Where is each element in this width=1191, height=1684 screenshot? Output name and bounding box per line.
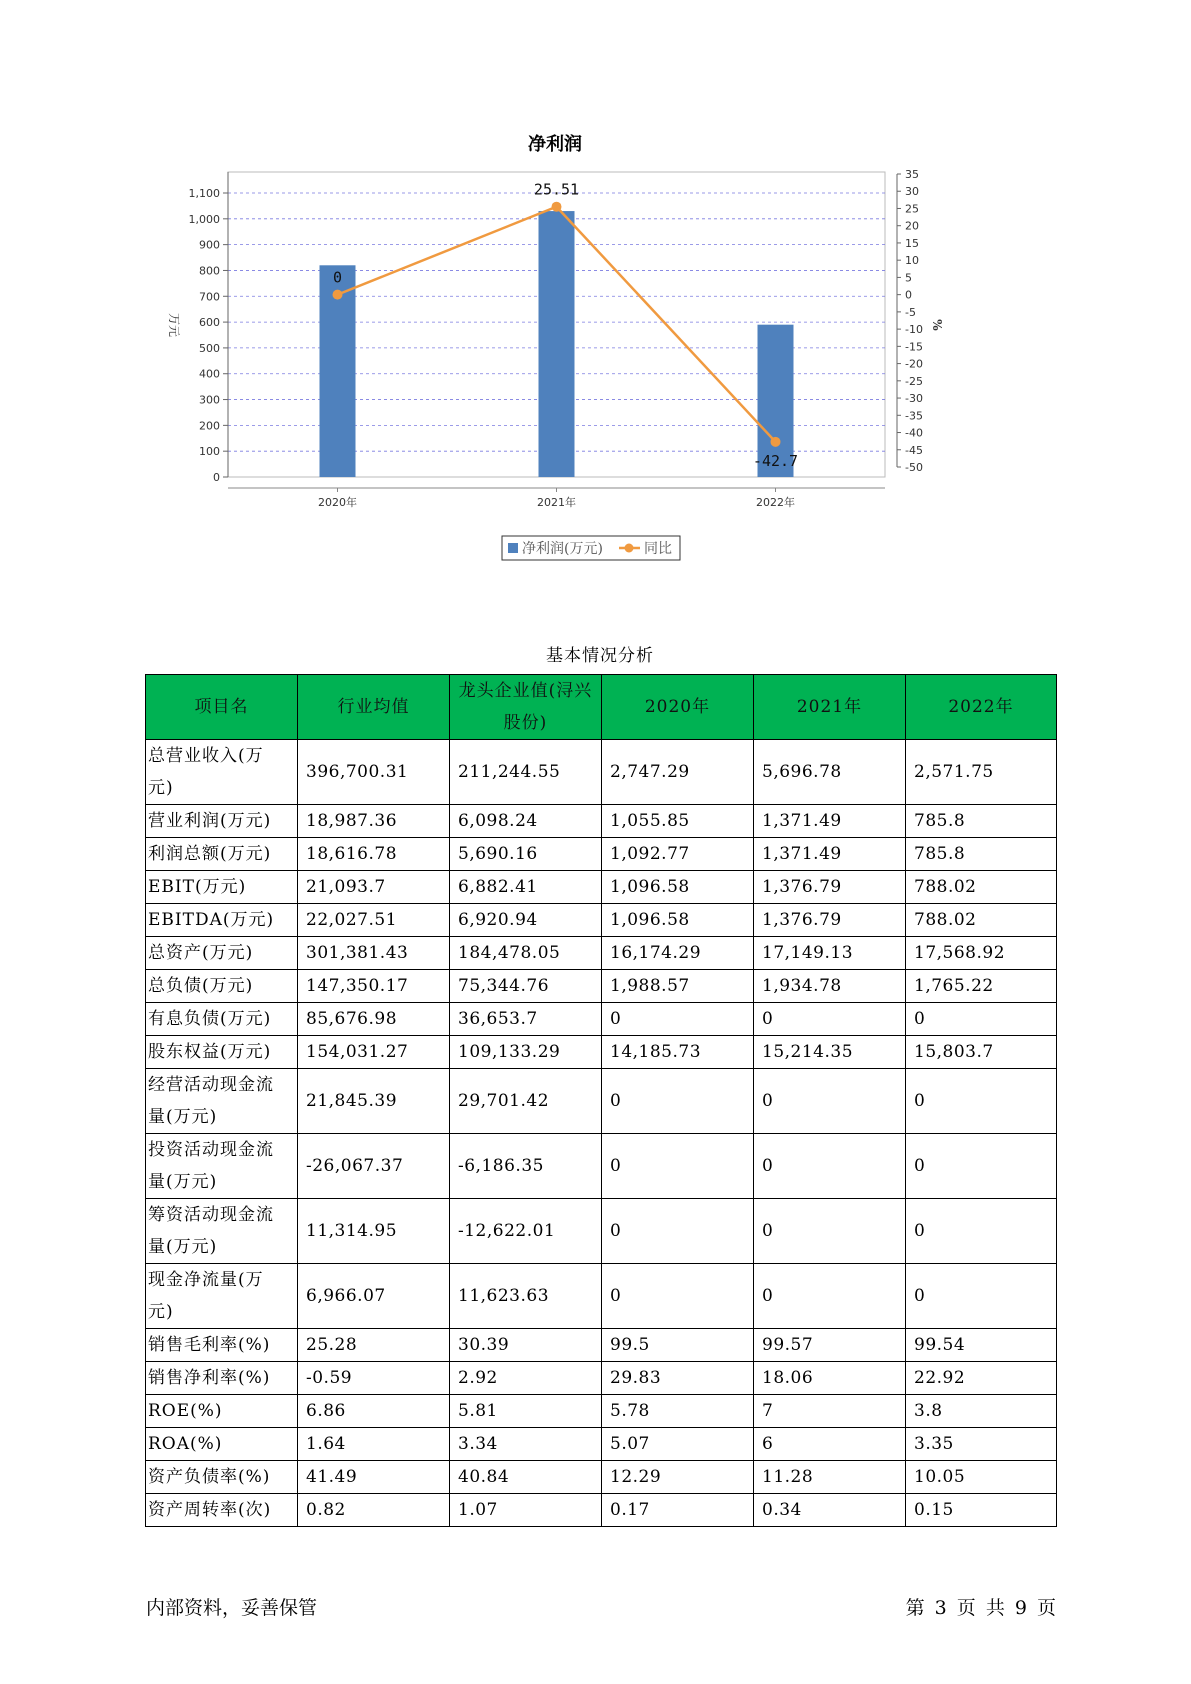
data-label-yoy: -42.7	[752, 451, 799, 470]
y2-tick-label: 25	[905, 202, 919, 216]
value-cell: 788.02	[906, 871, 1057, 904]
table-row	[146, 1329, 1057, 1362]
value-cell: -12,622.01	[450, 1199, 602, 1264]
table-row	[146, 838, 1057, 871]
y2-tick-label: -40	[905, 426, 923, 440]
value-cell: 1,934.78	[754, 970, 906, 1003]
row-label-cell: 销售净利率(%)	[146, 1362, 298, 1395]
value-cell: 0.15	[906, 1494, 1057, 1527]
y2-tick-label: -20	[905, 357, 923, 371]
value-cell: 0	[906, 1003, 1057, 1036]
table-row	[146, 970, 1057, 1003]
y2-tick-label: 0	[905, 288, 912, 302]
row-label-cell: 销售毛利率(%)	[146, 1329, 298, 1362]
y-tick-label: 0	[213, 471, 220, 484]
table-header-row	[146, 675, 1057, 740]
table-row	[146, 1494, 1057, 1527]
value-cell: 211,244.55	[450, 740, 602, 805]
header-cell: 龙头企业值(浔兴股份)	[450, 675, 602, 740]
value-cell: 75,344.76	[450, 970, 602, 1003]
y-tick-label: 100	[199, 445, 220, 459]
value-cell: 17,568.92	[906, 937, 1057, 970]
y2-tick-label: -25	[905, 374, 923, 388]
y-tick-label: 900	[199, 238, 220, 252]
y2-tick-label: -10	[905, 323, 923, 337]
x-tick-label: 2020年	[318, 496, 357, 509]
row-label-cell: EBIT(万元)	[146, 871, 298, 904]
table-row	[146, 1036, 1057, 1069]
y2-tick-label: 10	[905, 254, 919, 268]
value-cell: 2,571.75	[906, 740, 1057, 805]
value-cell: 1,371.49	[754, 838, 906, 871]
table-row	[146, 1362, 1057, 1395]
y2-tick-label: 15	[905, 236, 919, 250]
row-label-cell: 资产负债率(%)	[146, 1461, 298, 1494]
y2-tick-label: -5	[905, 305, 916, 319]
value-cell: 17,149.13	[754, 937, 906, 970]
value-cell: 18,987.36	[298, 805, 450, 838]
table-row	[146, 937, 1057, 970]
value-cell: 11.28	[754, 1461, 906, 1494]
value-cell: 99.54	[906, 1329, 1057, 1362]
value-cell: 147,350.17	[298, 970, 450, 1003]
value-cell: 3.34	[450, 1428, 602, 1461]
value-cell: 2,747.29	[602, 740, 754, 805]
table-body	[146, 740, 1057, 1527]
value-cell: 5.78	[602, 1395, 754, 1428]
value-cell: 154,031.27	[298, 1036, 450, 1069]
header-cell: 2020年	[602, 675, 754, 740]
value-cell: 11,314.95	[298, 1199, 450, 1264]
table-row	[146, 1003, 1057, 1036]
value-cell: 15,803.7	[906, 1036, 1057, 1069]
table-row	[146, 1264, 1057, 1329]
x-tick-label: 2021年	[537, 496, 576, 509]
value-cell: 1.64	[298, 1428, 450, 1461]
value-cell: 5,696.78	[754, 740, 906, 805]
data-label-yoy: 25.51	[533, 180, 580, 199]
value-cell: 396,700.31	[298, 740, 450, 805]
row-label-cell: ROE(%)	[146, 1395, 298, 1428]
row-label-cell: 总负债(万元)	[146, 970, 298, 1003]
row-label-cell: 经营活动现金流量(万元)	[146, 1069, 298, 1134]
value-cell: 36,653.7	[450, 1003, 602, 1036]
value-cell: 0	[906, 1134, 1057, 1199]
y2-tick-label: 35	[905, 168, 919, 181]
table-caption: 基本情况分析	[546, 646, 654, 666]
point-yoy	[771, 437, 781, 447]
chart-title: 净利润	[528, 134, 582, 155]
value-cell: 0	[754, 1134, 906, 1199]
y2-tick-label: -35	[905, 409, 923, 423]
value-cell: 99.57	[754, 1329, 906, 1362]
value-cell: 184,478.05	[450, 937, 602, 970]
value-cell: 788.02	[906, 904, 1057, 937]
table-row	[146, 1069, 1057, 1134]
value-cell: 0	[602, 1264, 754, 1329]
value-cell: 785.8	[906, 838, 1057, 871]
value-cell: 0	[754, 1069, 906, 1134]
value-cell: 2.92	[450, 1362, 602, 1395]
y-tick-label: 700	[199, 290, 220, 304]
table-row	[146, 1134, 1057, 1199]
value-cell: 41.49	[298, 1461, 450, 1494]
y-tick-label: 500	[199, 341, 220, 355]
row-label-cell: 投资活动现金流量(万元)	[146, 1134, 298, 1199]
value-cell: 785.8	[906, 805, 1057, 838]
value-cell: 40.84	[450, 1461, 602, 1494]
value-cell: 1,096.58	[602, 871, 754, 904]
value-cell: 1,376.79	[754, 904, 906, 937]
value-cell: -26,067.37	[298, 1134, 450, 1199]
value-cell: 0	[602, 1069, 754, 1134]
table-row	[146, 871, 1057, 904]
value-cell: 0.34	[754, 1494, 906, 1527]
table-row	[146, 1395, 1057, 1428]
y-axis-label: 万元	[167, 312, 181, 338]
value-cell: 301,381.43	[298, 937, 450, 970]
table-row	[146, 1461, 1057, 1494]
y-tick-label: 400	[199, 367, 220, 381]
value-cell: 6,882.41	[450, 871, 602, 904]
value-cell: 3.8	[906, 1395, 1057, 1428]
legend-label-net-profit: 净利润(万元)	[522, 541, 603, 557]
legend-swatch-marker	[625, 544, 634, 553]
value-cell: 30.39	[450, 1329, 602, 1362]
value-cell: 0	[906, 1069, 1057, 1134]
table-row	[146, 1199, 1057, 1264]
value-cell: 0	[602, 1199, 754, 1264]
value-cell: 6,920.94	[450, 904, 602, 937]
value-cell: 1,096.58	[602, 904, 754, 937]
y2-axis-label: %	[930, 319, 944, 331]
value-cell: 0.17	[602, 1494, 754, 1527]
y2-tick-label: -45	[905, 443, 923, 457]
value-cell: 0	[754, 1199, 906, 1264]
value-cell: 99.5	[602, 1329, 754, 1362]
bar-net-profit	[539, 211, 575, 477]
header-cell: 项目名	[146, 675, 298, 740]
value-cell: 18.06	[754, 1362, 906, 1395]
value-cell: 18,616.78	[298, 838, 450, 871]
value-cell: 1,988.57	[602, 970, 754, 1003]
value-cell: 1,376.79	[754, 871, 906, 904]
data-label-yoy: 0	[332, 268, 343, 287]
value-cell: 29.83	[602, 1362, 754, 1395]
value-cell: 1.07	[450, 1494, 602, 1527]
footer-confidential-note: 内部资料，妥善保管	[146, 1597, 318, 1619]
y2-tick-label: -30	[905, 392, 923, 406]
value-cell: 14,185.73	[602, 1036, 754, 1069]
y-tick-label: 800	[199, 264, 220, 278]
row-label-cell: EBITDA(万元)	[146, 904, 298, 937]
value-cell: 16,174.29	[602, 937, 754, 970]
value-cell: 25.28	[298, 1329, 450, 1362]
value-cell: -0.59	[298, 1362, 450, 1395]
value-cell: 21,845.39	[298, 1069, 450, 1134]
row-label-cell: 有息负债(万元)	[146, 1003, 298, 1036]
value-cell: 21,093.7	[298, 871, 450, 904]
basic-analysis-table	[145, 674, 1057, 1527]
net-profit-chart	[150, 130, 1030, 600]
point-yoy	[552, 202, 562, 212]
value-cell: 85,676.98	[298, 1003, 450, 1036]
value-cell: 1,765.22	[906, 970, 1057, 1003]
table-row	[146, 1428, 1057, 1461]
table-row	[146, 904, 1057, 937]
value-cell: 5.07	[602, 1428, 754, 1461]
x-tick-label: 2022年	[756, 496, 795, 509]
row-label-cell: 总营业收入(万元)	[146, 740, 298, 805]
value-cell: 6,098.24	[450, 805, 602, 838]
y2-tick-label: -15	[905, 340, 923, 354]
value-cell: 0	[906, 1264, 1057, 1329]
row-label-cell: 筹资活动现金流量(万元)	[146, 1199, 298, 1264]
value-cell: 1,055.85	[602, 805, 754, 838]
value-cell: 10.05	[906, 1461, 1057, 1494]
value-cell: 0	[754, 1264, 906, 1329]
y-tick-label: 300	[199, 393, 220, 407]
point-yoy	[333, 290, 343, 300]
value-cell: 0	[602, 1003, 754, 1036]
value-cell: 29,701.42	[450, 1069, 602, 1134]
value-cell: 6,966.07	[298, 1264, 450, 1329]
value-cell: 5.81	[450, 1395, 602, 1428]
value-cell: 1,371.49	[754, 805, 906, 838]
table-row	[146, 740, 1057, 805]
value-cell: 7	[754, 1395, 906, 1428]
footer-page-number: 第 3 页 共 9 页	[905, 1597, 1056, 1619]
row-label-cell: 利润总额(万元)	[146, 838, 298, 871]
y-tick-label: 1,100	[188, 187, 220, 200]
value-cell: 15,214.35	[754, 1036, 906, 1069]
value-cell: 5,690.16	[450, 838, 602, 871]
value-cell: 0.82	[298, 1494, 450, 1527]
row-label-cell: 股东权益(万元)	[146, 1036, 298, 1069]
value-cell: 0	[906, 1199, 1057, 1264]
row-label-cell: 现金净流量(万元)	[146, 1264, 298, 1329]
row-label-cell: 总资产(万元)	[146, 937, 298, 970]
y2-tick-label: -50	[905, 461, 923, 474]
row-label-cell: 营业利润(万元)	[146, 805, 298, 838]
table-row	[146, 805, 1057, 838]
y-tick-label: 1,000	[188, 212, 220, 226]
legend-swatch-bar	[508, 543, 518, 553]
value-cell: 0	[754, 1003, 906, 1036]
row-label-cell: 资产周转率(次)	[146, 1494, 298, 1527]
value-cell: 22.92	[906, 1362, 1057, 1395]
value-cell: 22,027.51	[298, 904, 450, 937]
y2-tick-label: 20	[905, 219, 919, 233]
value-cell: -6,186.35	[450, 1134, 602, 1199]
y-tick-label: 600	[199, 316, 220, 330]
y2-tick-label: 30	[905, 185, 919, 199]
header-cell: 行业均值	[298, 675, 450, 740]
y-tick-label: 200	[199, 419, 220, 433]
value-cell: 6	[754, 1428, 906, 1461]
header-cell: 2022年	[906, 675, 1057, 740]
row-label-cell: ROA(%)	[146, 1428, 298, 1461]
y2-tick-label: 5	[905, 271, 912, 285]
value-cell: 1,092.77	[602, 838, 754, 871]
value-cell: 12.29	[602, 1461, 754, 1494]
value-cell: 6.86	[298, 1395, 450, 1428]
value-cell: 3.35	[906, 1428, 1057, 1461]
legend-label-yoy: 同比	[644, 541, 672, 557]
value-cell: 11,623.63	[450, 1264, 602, 1329]
header-cell: 2021年	[754, 675, 906, 740]
value-cell: 0	[602, 1134, 754, 1199]
value-cell: 109,133.29	[450, 1036, 602, 1069]
